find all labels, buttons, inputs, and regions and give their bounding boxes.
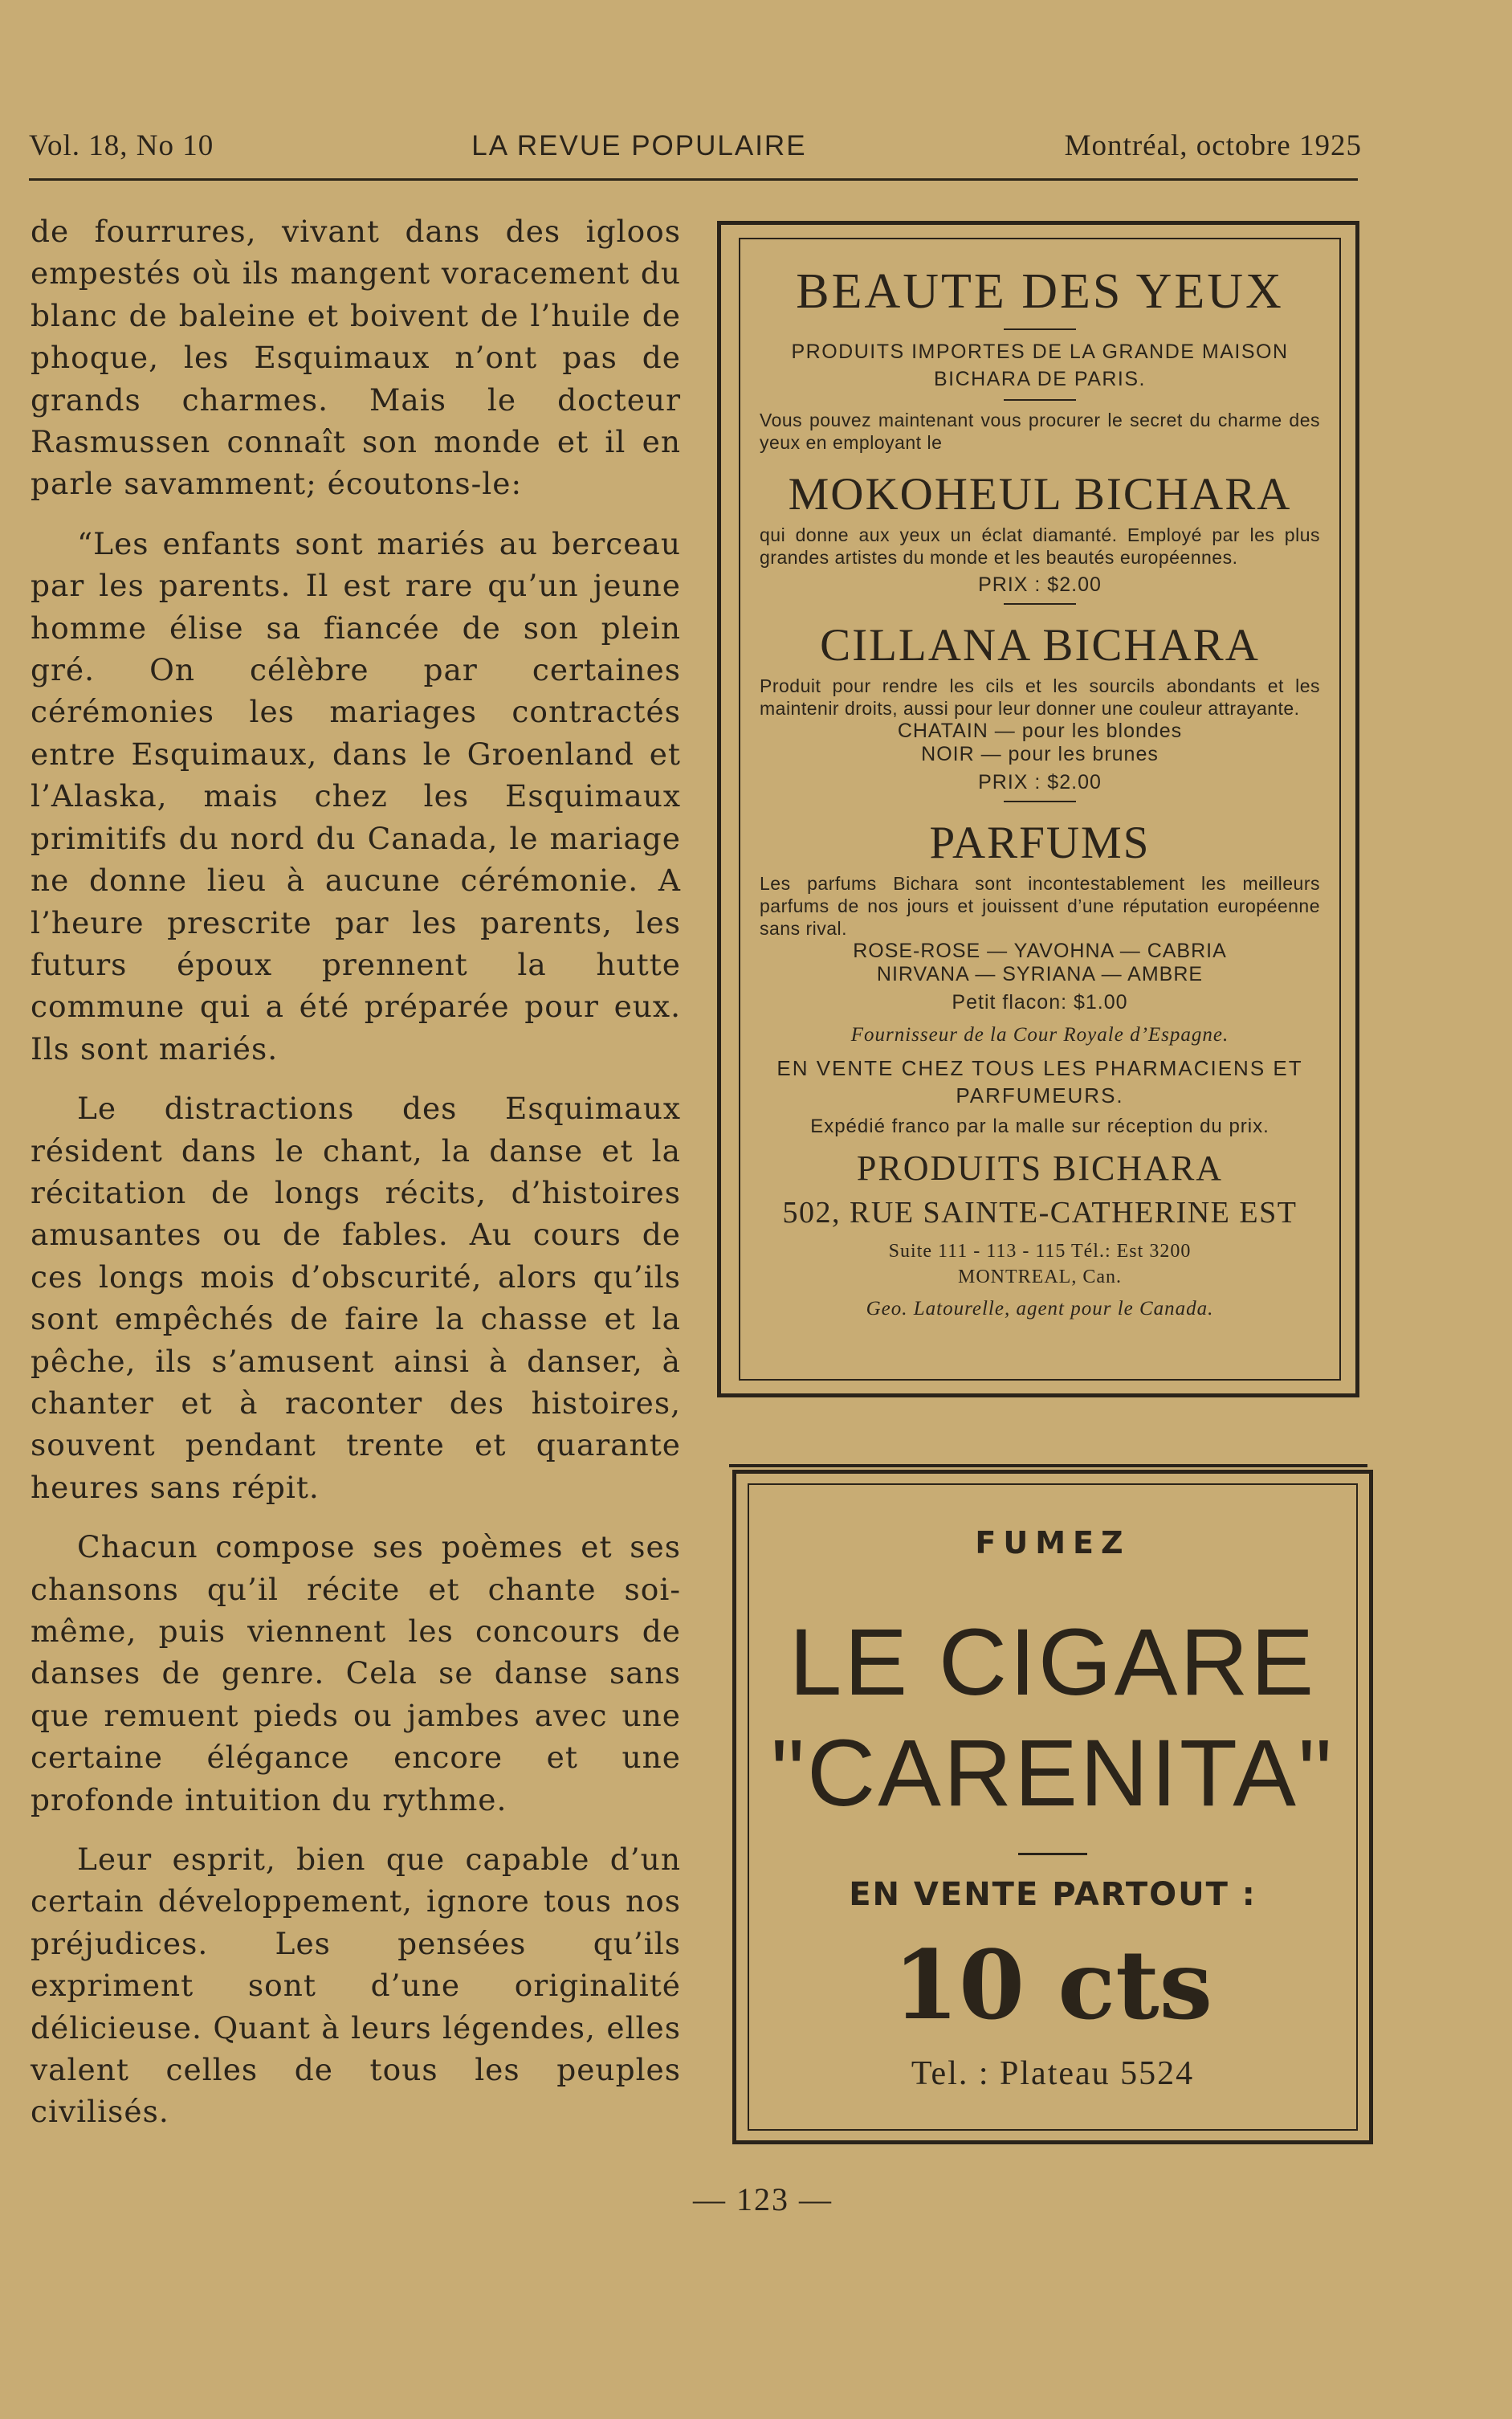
canada-agent: Geo. Latourelle, agent pour le Canada.: [866, 1298, 1214, 1320]
cigar-ad-headline-2: "CARENITA": [771, 1720, 1335, 1826]
product-cillana-description: Produit pour rendre les cils et les sourcils abondants et les maintenir droits, aussi pour leur donner une couleur attrayante.: [760, 675, 1320, 719]
company-city: MONTREAL, Can.: [958, 1267, 1122, 1287]
cigar-ad-fumez: FUMEZ: [975, 1525, 1131, 1560]
divider: [1004, 603, 1076, 605]
cigar-ad-availability: EN VENTE PARTOUT :: [849, 1876, 1257, 1913]
product-parfums-description: Les parfums Bichara sont incontestablement les meilleurs parfums de nos jours et jouissent d’une réputation européenne sans rival.: [760, 873, 1320, 939]
product-cillana-variant-chatain: CHATAIN — pour les blondes: [897, 720, 1183, 742]
company-suite-phone: Suite 111 - 113 - 115 Tél.: Est 3200: [888, 1241, 1192, 1262]
royal-supplier-note: Fournisseur de la Cour Royale d’Espagne.: [850, 1024, 1229, 1046]
article-paragraph-3: Le distractions des Esquimaux résident dans le chant, la danse et la récitation de longs récits, d’histoires amusantes ou de fables. Au cours de ces longs mois d’obscurité, alors qu’ils sont empêchés de faire la chasse et la pêche, ils s’amusent ainsi à danser, à chanter et à raconter des histoires, souvent pendant trente et quarante heures sans répit.: [31, 1091, 681, 1505]
product-parfums-list-2: NIRVANA — SYRIANA — AMBRE: [876, 963, 1204, 985]
product-parfums-price: Petit flacon: $1.00: [952, 991, 1128, 1014]
beauty-advertisement: [717, 221, 1359, 1397]
volume-issue: Vol. 18, No 10: [29, 129, 214, 162]
beauty-ad-inner-frame: [739, 238, 1341, 1381]
product-mokoheul-description: qui donne aux yeux un éclat diamanté. Employé par les plus grandes artistes du monde et les beautés européennes.: [760, 524, 1320, 568]
cigar-ad-telephone: Tel. : Plateau 5524: [911, 2055, 1195, 2092]
issue-date: Montréal, octobre 1925: [1064, 129, 1362, 162]
beauty-ad-availability: EN VENTE CHEZ TOUS LES PHARMACIENS ET PARFUMEURS.: [776, 1056, 1303, 1108]
company-address: 502, RUE SAINTE-CATHERINE EST: [782, 1196, 1298, 1230]
divider: [1004, 801, 1076, 802]
article-paragraph-2: “Les enfants sont mariés au berceau par les parents. Il est rare qu’un jeune homme élise sa fiancée de son plein gré. On célèbre par certaines cérémonies les mariages contractés entre Esquimaux, dans le Groenland et l’Alaska, mais chez les Esquimaux primitifs du nord du Canada, le mariage ne donne lieu à aucune cérémonie. A l’heure prescrite par les parents, les futurs époux prennent la hutte commune qui a été préparée pour eux. Ils sont mariés.: [31, 525, 681, 1067]
article-paragraph-4: Chacun compose ses poèmes et ses chansons qu’il récite et chante soi-même, puis viennent les concours de danses de genre. Cela se danse sans que remuent pieds ou jambes avec une certaine élégance encore et une profonde intuition du rythme.: [31, 1529, 681, 1817]
product-mokoheul-price: PRIX : $2.00: [978, 573, 1102, 596]
article-column: [31, 210, 681, 2151]
product-cillana-name: CILLANA BICHARA: [820, 620, 1260, 671]
product-mokoheul-name: MOKOHEUL BICHARA: [788, 469, 1292, 520]
product-parfums-list-1: ROSE-ROSE — YAVOHNA — CABRIA: [853, 940, 1227, 962]
divider: [1004, 328, 1076, 330]
divider: [1004, 399, 1076, 401]
advertisement-divider: [729, 1464, 1367, 1467]
beauty-ad-intro: Vous pouvez maintenant vous procurer le secret du charme des yeux en employant le: [760, 410, 1320, 453]
product-cillana-price: PRIX : $2.00: [978, 771, 1102, 793]
header-rule: [29, 178, 1358, 181]
beauty-ad-shipping: Expédié franco par la malle sur réception du prix.: [810, 1116, 1270, 1137]
article-paragraph-1: de fourrures, vivant dans des igloos empestés où ils mangent voracement du blanc de baleine et boivent de l’huile de phoque, les Esquimaux n’ont pas de grands charmes. Mais le docteur Rasmussen connaît son monde et il en parle savamment; écoutons-le:: [31, 214, 681, 502]
article-paragraph-5: Leur esprit, bien que capable d’un certain développement, ignore tous nos préjudices. Les pensées qu’ils expriment sont d’une originalité délicieuse. Quant à leurs légendes, elles valent celles de tous les peuples civilisés.: [31, 1842, 681, 2130]
company-name: PRODUITS BICHARA: [856, 1148, 1224, 1188]
cigar-ad-headline-1: LE CIGARE: [789, 1609, 1317, 1715]
cigar-ad-price: 10 cts: [892, 1929, 1213, 2041]
product-parfums-name: PARFUMS: [929, 818, 1151, 868]
divider: [1018, 1853, 1087, 1855]
product-cillana-variant-noir: NOIR — pour les brunes: [921, 743, 1159, 765]
page-number: — 123 —: [693, 2181, 833, 2217]
cigar-advertisement: [732, 1470, 1373, 2144]
beauty-ad-title: BEAUTE DES YEUX: [796, 264, 1284, 319]
cigar-ad-inner-frame: [748, 1483, 1358, 2131]
running-header: [29, 128, 1362, 163]
beauty-ad-subtitle: PRODUITS IMPORTES DE LA GRANDE MAISON BICHARA DE PARIS.: [791, 341, 1289, 390]
magazine-title: LA REVUE POPULAIRE: [471, 130, 807, 161]
